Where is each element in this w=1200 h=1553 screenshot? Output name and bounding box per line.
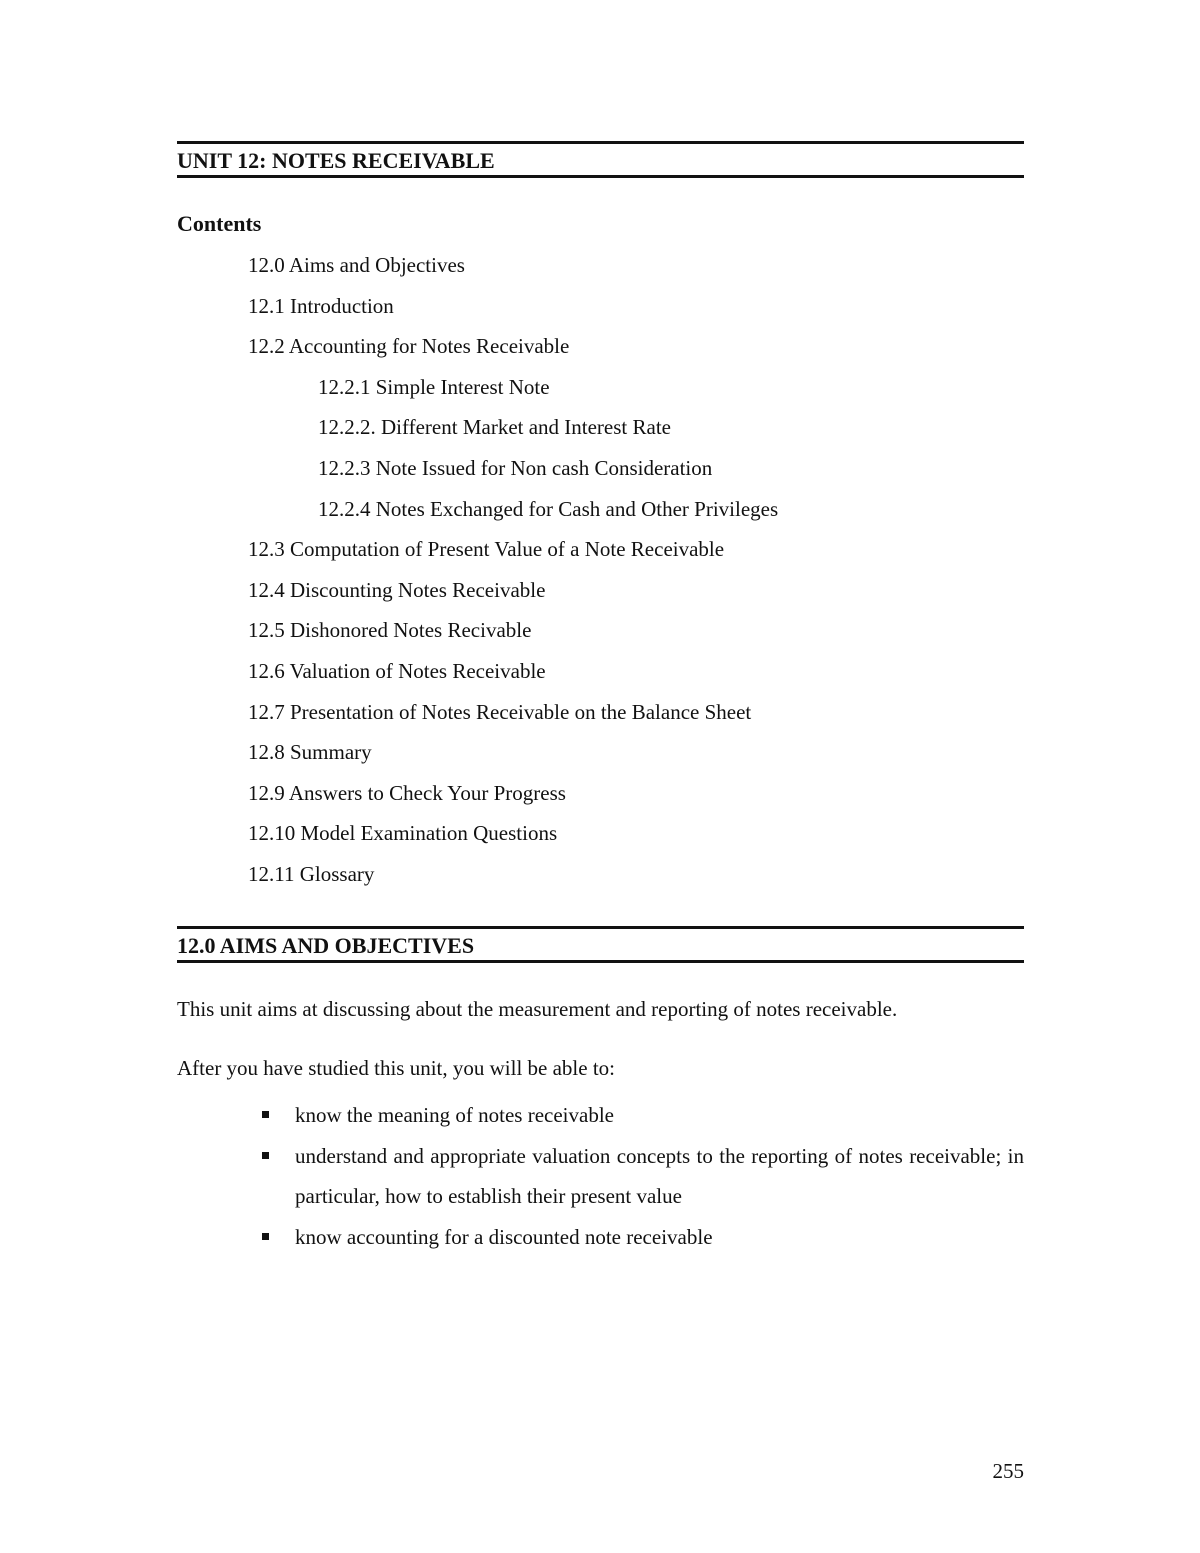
toc-item: 12.0 Aims and Objectives (248, 253, 465, 277)
objectives-list (0, 1095, 1024, 1257)
toc-item: 12.3 Computation of Present Value of a Note Receivable (248, 537, 725, 562)
toc-subitem: 12.2.1 Simple Interest Note (318, 374, 550, 399)
toc-subitem: 12.2.2. Different Market and Interest Rate (318, 415, 671, 440)
toc-item: 12.11 Glossary (248, 861, 375, 886)
heading-bottom-rule (177, 175, 1024, 178)
table-of-contents (0, 251, 778, 901)
section-top-rule (177, 926, 1024, 929)
section-bottom-rule (177, 960, 1024, 963)
objective-text: understand and appropriate valuation concepts to the reporting of notes receivable; in particular, how to establish their present value (295, 1143, 1024, 1209)
square-bullet-icon (262, 1111, 269, 1118)
objective-item (0, 1095, 1024, 1136)
unit-heading: UNIT 12: NOTES RECEIVABLE (177, 148, 495, 173)
toc-item: 12.8 Summary (248, 740, 372, 765)
page-number: 255 (992, 1459, 1024, 1483)
lead-in-paragraph: After you have studied this unit, you will be able to: (177, 1056, 616, 1080)
toc-item: 12.7 Presentation of Notes Receivable on the Balance Sheet (248, 699, 752, 724)
section-heading: 12.0 AIMS AND OBJECTIVES (177, 933, 475, 958)
toc-subitem: 12.2.4 Notes Exchanged for Cash and Other Privileges (318, 496, 779, 521)
toc-item: 12.5 Dishonored Notes Recivable (248, 618, 532, 643)
objective-item (0, 1217, 1024, 1258)
toc-item: 12.10 Model Examination Questions (248, 821, 558, 846)
objective-item (0, 1136, 1024, 1217)
objective-text: know accounting for a discounted note receivable (295, 1224, 713, 1249)
toc-item: 12.6 Valuation of Notes Receivable (248, 658, 546, 683)
heading-top-rule (177, 141, 1024, 144)
toc-subitem: 12.2.3 Note Issued for Non cash Consideration (318, 455, 713, 480)
toc-item: 12.4 Discounting Notes Receivable (248, 577, 546, 602)
toc-item: 12.1 Introduction (248, 293, 394, 318)
objective-text: know the meaning of notes receivable (295, 1103, 614, 1127)
contents-label: Contents (177, 211, 262, 236)
square-bullet-icon (262, 1152, 269, 1159)
toc-item: 12.9 Answers to Check Your Progress (248, 780, 566, 805)
square-bullet-icon (262, 1233, 269, 1240)
intro-paragraph: This unit aims at discussing about the measurement and reporting of notes receivable. (177, 997, 898, 1021)
toc-item: 12.2 Accounting for Notes Receivable (248, 334, 570, 359)
